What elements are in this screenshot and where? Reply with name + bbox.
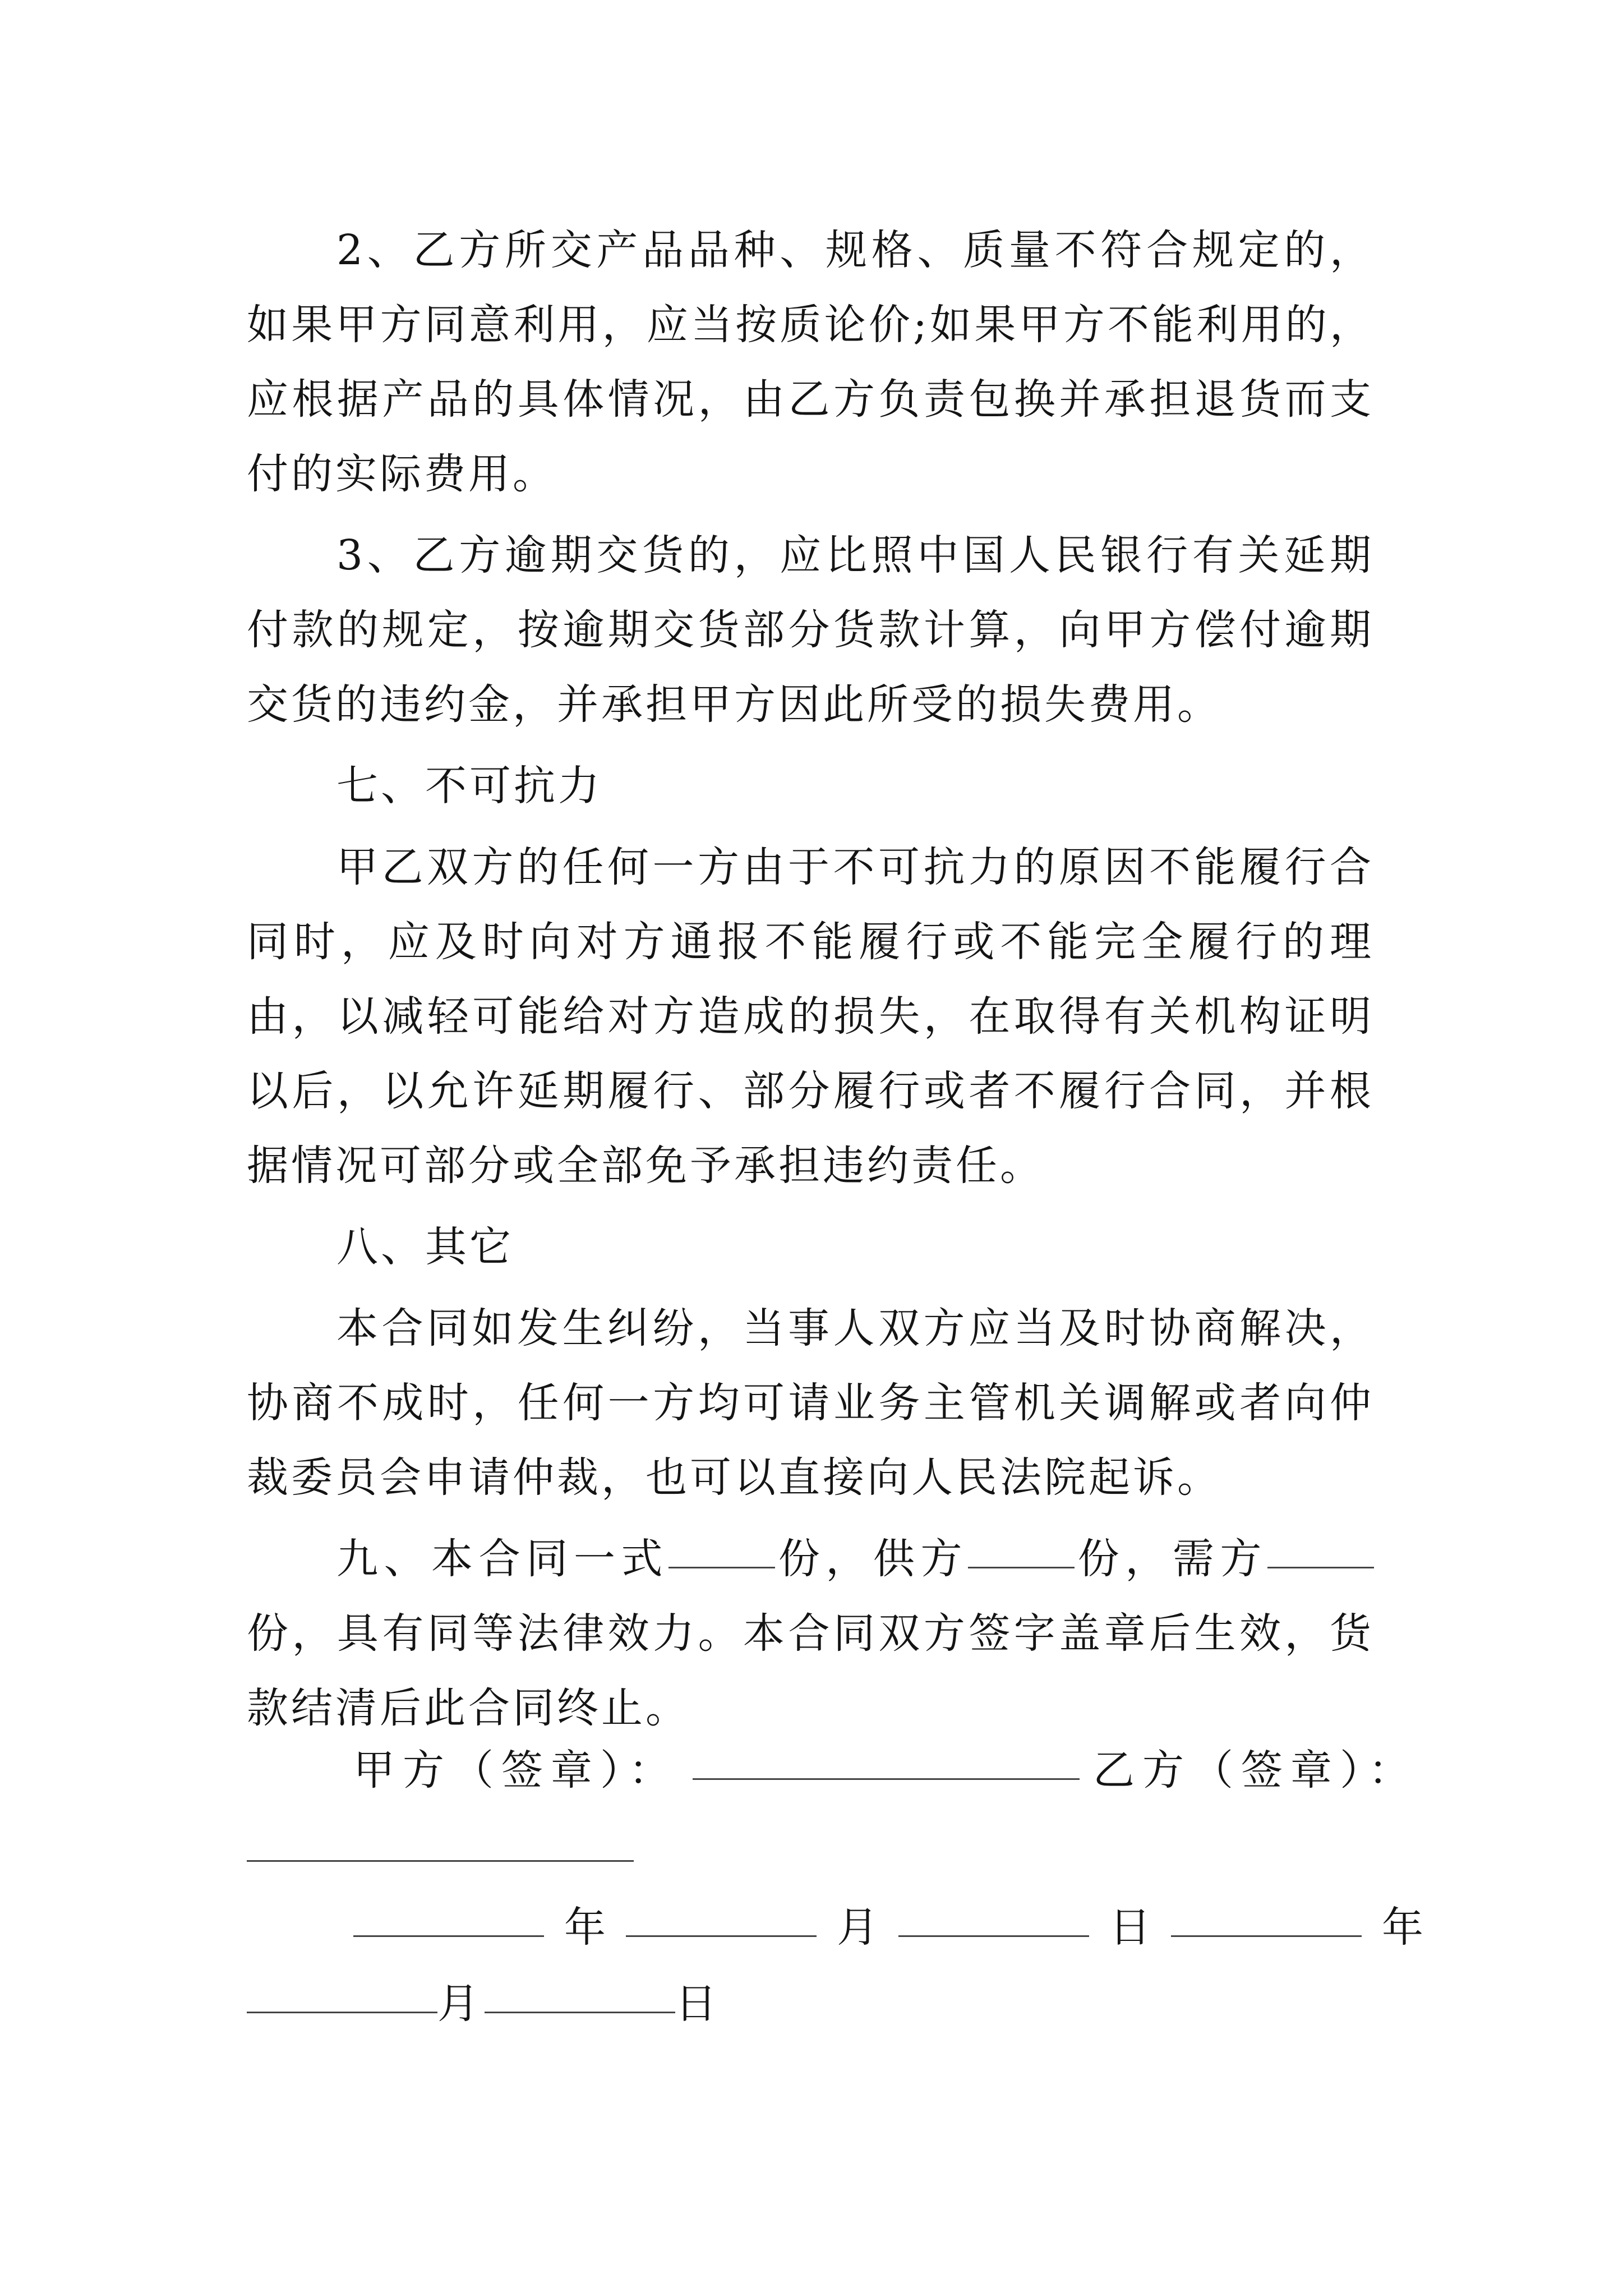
day-label-b: 日 [675,1980,717,2028]
month-blank-a[interactable] [626,1933,817,1937]
party-b-signature-blank[interactable] [247,1860,634,1862]
year-blank-a[interactable] [353,1933,544,1937]
section-9-paragraph [247,1522,1374,1746]
supplier-copies-blank[interactable] [968,1565,1075,1568]
buyer-copies-blank[interactable] [1267,1565,1374,1568]
section-7-paragraph: 甲乙双方的任何一方由于不可抗力的原因不能履行合同时，应及时向对方通报不能履行或不能完全履行的理由，以减轻可能给对方造成的损失，在取得有关机构证明以后，以允许延期履行、部分履行或者不履行合同，并根据情况可部分或全部免予承担违约责任。 [247,843,1374,1190]
party-a-signature-label: 甲方（签章）： [353,1746,678,1795]
party-b-signature-label: 乙方（签章）： [1093,1746,1418,1795]
clause-3-paragraph: 3、乙方逾期交货的，应比照中国人民银行有关延期付款的规定，按逾期交货部分货款计算，向甲方偿付逾期交货的违约金，并承担甲方因此所受的损失费用。 [247,531,1374,729]
month-label-b: 月 [437,1980,479,2028]
section-7-heading: 七、不可抗力 [336,762,602,810]
day-label-a: 日 [1109,1903,1151,1952]
party-a-signature-blank[interactable] [693,1776,1080,1780]
year-blank-b[interactable] [1171,1933,1362,1937]
day-blank-b[interactable] [485,2009,675,2013]
day-blank-a[interactable] [898,1933,1089,1937]
buyer-copies-label: 份，需方 [1075,1535,1268,1583]
copies-label: 九、本合同一式 [336,1535,669,1583]
supplier-copies-label: 份，供方 [775,1535,969,1583]
validity-text: 份，具有同等法律效力。本合同双方签字盖章后生效，货款结清后此合同终止。 [247,1609,1374,1732]
date-row-1 [353,1890,1444,1965]
copies-total-blank[interactable] [668,1565,775,1568]
year-label-b: 年 [1382,1903,1423,1952]
contract-body [247,213,1374,1752]
month-label-a: 月 [837,1903,878,1952]
date-row-2 [247,1967,717,2041]
year-label-a: 年 [564,1903,606,1952]
clause-2-paragraph: 2、乙方所交产品品种、规格、质量不符合规定的，如果甲方同意利用，应当按质论价;如果甲方不能利用的，应根据产品的具体情况，由乙方负责包换并承担退货而支付的实际费用。 [247,226,1374,498]
signature-row [353,1733,1418,1808]
month-blank-b[interactable] [247,2009,437,2013]
section-8-heading: 八、其它 [336,1223,514,1271]
section-8-paragraph: 本合同如发生纠纷，当事人双方应当及时协商解决，协商不成时，任何一方均可请业务主管机关调解或者向仲裁委员会申请仲裁，也可以直接向人民法院起诉。 [247,1304,1374,1502]
